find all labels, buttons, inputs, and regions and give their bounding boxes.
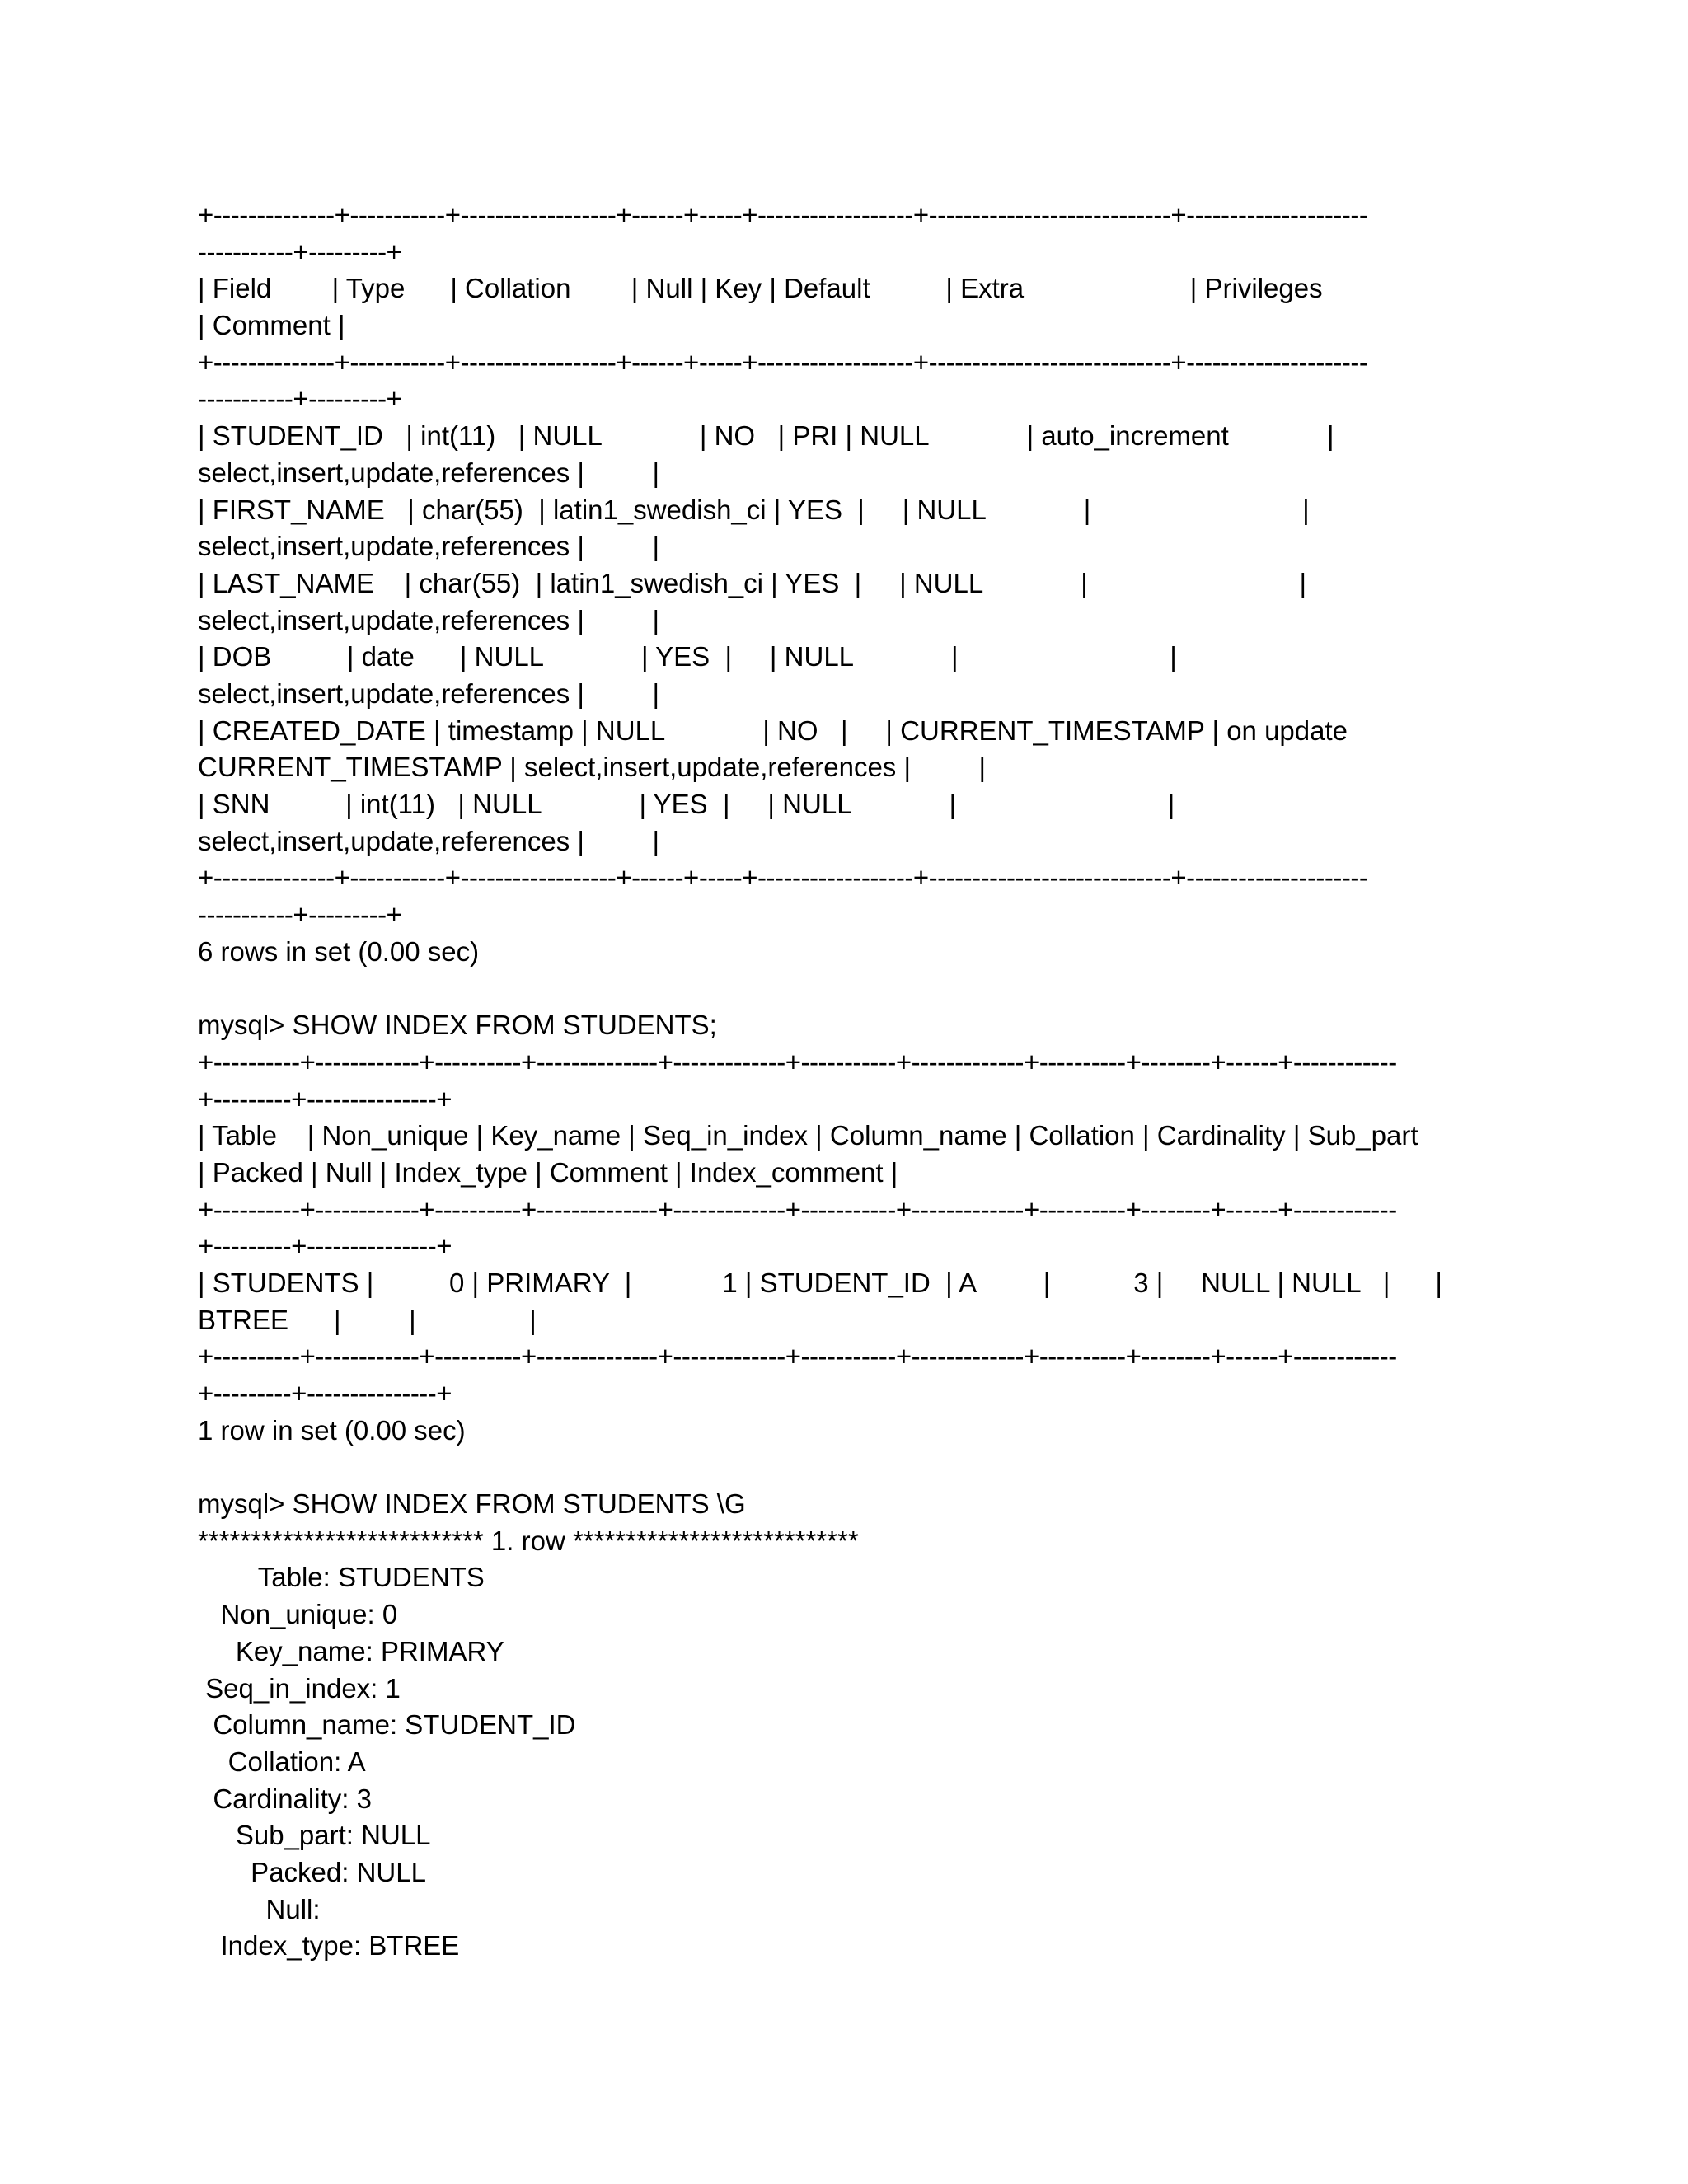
table-row-wrap: select,insert,update,references | |: [198, 825, 660, 856]
table-row-created-date: | CREATED_DATE | timestamp | NULL | NO | | CURRENT_TIMESTAMP | on update: [198, 715, 1348, 746]
index-header-line: | Table | Non_unique | Key_name | Seq_in_index | Column_name | Collation | Cardinality | Sub_part: [198, 1120, 1418, 1151]
table-row-wrap: select,insert,update,references | |: [198, 531, 660, 562]
index-row-students: | STUDENTS | 0 | PRIMARY | 1 | STUDENT_ID | A | 3 | NULL | NULL | |: [198, 1267, 1442, 1298]
table-row-first-name: | FIRST_NAME | char(55) | latin1_swedish_ci | YES | | NULL | |: [198, 494, 1310, 525]
result-count: 1 row in set (0.00 sec): [198, 1414, 466, 1446]
index-border-line: +----------+------------+----------+--------------+-------------+-----------+-------------+----------+--------+------+------------: [198, 1046, 1397, 1077]
table-row-wrap: select,insert,update,references | |: [198, 677, 660, 709]
table-row-last-name: | LAST_NAME | char(55) | latin1_swedish_ci | YES | | NULL | |: [198, 567, 1307, 598]
table-row-student-id: | STUDENT_ID | int(11) | NULL | NO | PRI | NULL | auto_increment |: [198, 420, 1334, 452]
table-header-line-wrap: | Comment |: [198, 310, 345, 341]
table-border-line: +--------------+-----------+------------------+------+-----+------------------+----------------------------+---------------------: [198, 862, 1368, 893]
index-row-wrap: BTREE | | |: [198, 1304, 537, 1335]
vertical-field-packed: Packed: NULL: [198, 1856, 426, 1887]
table-row-wrap: select,insert,update,references | |: [198, 457, 660, 488]
index-header-line-wrap: | Packed | Null | Index_type | Comment | Index_comment |: [198, 1156, 898, 1188]
table-border-line-wrap: -----------+---------+: [198, 236, 402, 267]
blank-line: [198, 1449, 1484, 1486]
vertical-field-cardinality: Cardinality: 3: [198, 1783, 372, 1814]
vertical-field-seq-in-index: Seq_in_index: 1: [198, 1672, 401, 1704]
vertical-field-collation: Collation: A: [198, 1746, 366, 1777]
row-separator: *************************** 1. row ***************************: [198, 1525, 859, 1556]
table-row-snn: | SNN | int(11) | NULL | YES | | NULL | |: [198, 789, 1175, 819]
table-row-wrap: select,insert,update,references | |: [198, 604, 660, 635]
index-border-line: +----------+------------+----------+--------------+-------------+-----------+-------------+----------+--------+------+------------: [198, 1341, 1397, 1372]
blank-line: [198, 970, 1484, 1007]
vertical-field-index-type: Index_type: BTREE: [198, 1930, 460, 1961]
vertical-field-null: Null:: [198, 1893, 321, 1924]
table-header-line: | Field | Type | Collation | Null | Key | Default | Extra | Privileges: [198, 273, 1323, 304]
vertical-field-column-name: Column_name: STUDENT_ID: [198, 1709, 576, 1741]
mysql-command: mysql> SHOW INDEX FROM STUDENTS;: [198, 1010, 717, 1041]
mysql-command: mysql> SHOW INDEX FROM STUDENTS \G: [198, 1488, 746, 1520]
vertical-field-sub-part: Sub_part: NULL: [198, 1820, 431, 1851]
index-border-line-wrap: +---------+---------------+: [198, 1083, 452, 1114]
table-border-line: +--------------+-----------+------------------+------+-----+------------------+----------------------------+---------------------: [198, 199, 1368, 230]
vertical-field-table: Table: STUDENTS: [198, 1562, 485, 1593]
table-row-dob: | DOB | date | NULL | YES | | NULL | |: [198, 641, 1177, 673]
table-border-line-wrap: -----------+---------+: [198, 899, 402, 930]
terminal-output: [198, 197, 1484, 1965]
table-row-wrap: CURRENT_TIMESTAMP | select,insert,update,references | |: [198, 752, 987, 783]
index-border-line-wrap: +---------+---------------+: [198, 1230, 452, 1262]
table-border-line-wrap: -----------+---------+: [198, 383, 402, 415]
index-border-line-wrap: +---------+---------------+: [198, 1378, 452, 1408]
vertical-field-key-name: Key_name: PRIMARY: [198, 1635, 504, 1666]
table-border-line: +--------------+-----------+------------------+------+-----+------------------+----------------------------+---------------------: [198, 346, 1368, 377]
vertical-field-non-unique: Non_unique: 0: [198, 1599, 398, 1630]
index-border-line: +----------+------------+----------+--------------+-------------+-----------+-------------+----------+--------+------+------------: [198, 1193, 1397, 1225]
result-count: 6 rows in set (0.00 sec): [198, 935, 480, 967]
